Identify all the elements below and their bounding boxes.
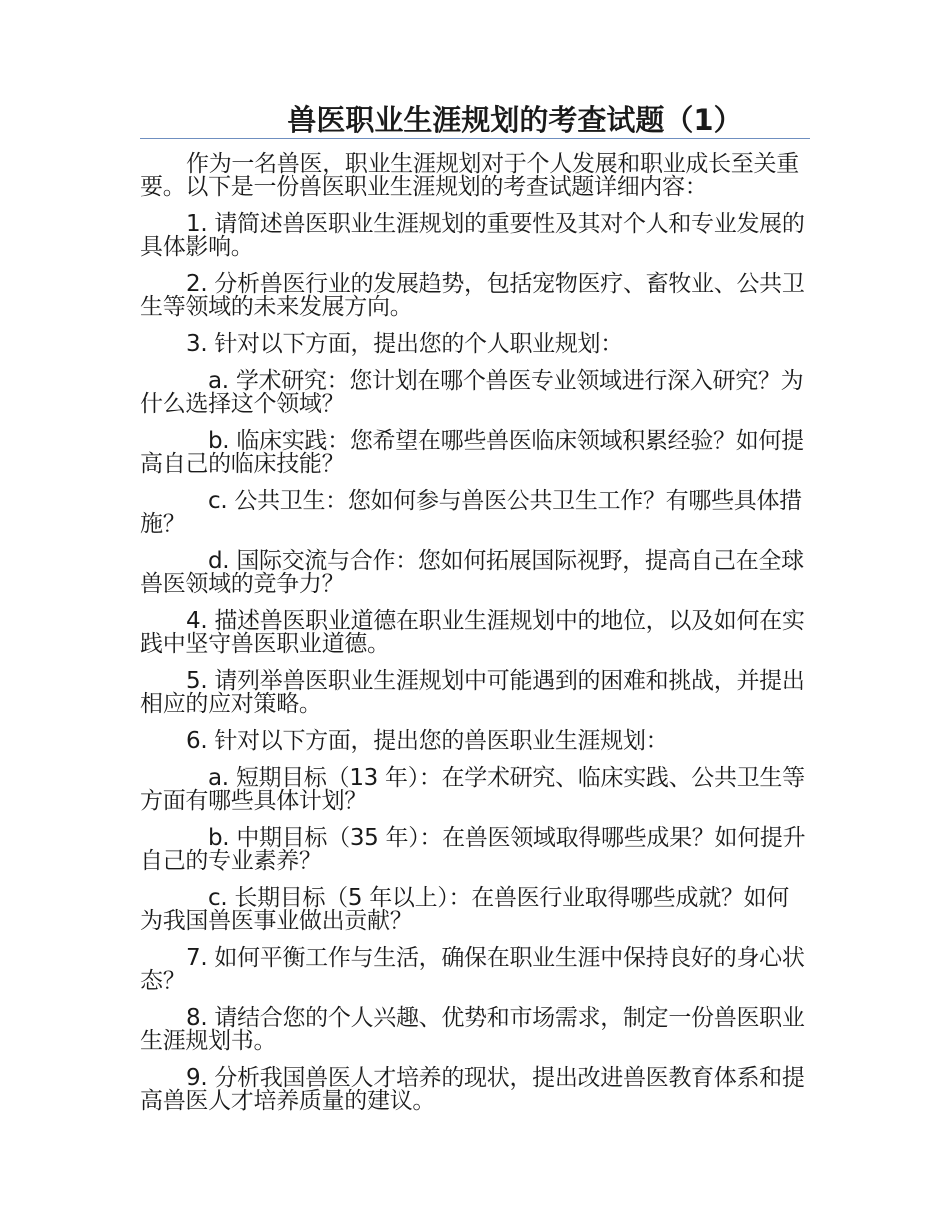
question-6a: a. 短期目标（13 年）：在学术研究、临床实践、公共卫生等方面有哪些具体计划？ — [140, 765, 805, 814]
question-7: 7. 如何平衡工作与生活，确保在职业生涯中保持良好的身心状态？ — [140, 945, 805, 994]
question-6: 6. 针对以下方面，提出您的兽医职业生涯规划： — [186, 728, 669, 754]
question-6b: b. 中期目标（35 年）：在兽医领域取得哪些成果？如何提升自己的专业素养？ — [140, 825, 806, 874]
question-3c: c. 公共卫生：您如何参与兽医公共卫生工作？有哪些具体措施？ — [140, 488, 802, 537]
document-page — [140, 100, 810, 1127]
question-9: 9. 分析我国兽医人才培养的现状，提出改进兽医教育体系和提高兽医人才培养质量的建议。 — [140, 1065, 805, 1114]
question-1: 1. 请简述兽医职业生涯规划的重要性及其对个人和专业发展的具体影响。 — [140, 211, 805, 260]
question-3b: b. 临床实践：您希望在哪些兽医临床领域积累经验？如何提高自己的临床技能？ — [140, 428, 804, 477]
question-5: 5. 请列举兽医职业生涯规划中可能遇到的困难和挑战，并提出相应的应对策略。 — [140, 668, 805, 717]
question-2: 2. 分析兽医行业的发展趋势，包括宠物医疗、畜牧业、公共卫生等领域的未来发展方向。 — [140, 271, 805, 320]
question-6c: c. 长期目标（5 年以上）：在兽医行业取得哪些成就？如何为我国兽医事业做出贡献？ — [140, 885, 790, 934]
document-title: 兽医职业生涯规划的考查试题（1） — [287, 103, 743, 137]
question-3d: d. 国际交流与合作：您如何拓展国际视野，提高自己在全球兽医领域的竞争力？ — [140, 548, 804, 597]
question-3: 3. 针对以下方面，提出您的个人职业规划： — [186, 331, 623, 357]
question-8: 8. 请结合您的个人兴趣、优势和市场需求，制定一份兽医职业生涯规划书。 — [140, 1005, 805, 1054]
question-3a: a. 学术研究：您计划在哪个兽医专业领域进行深入研究？为什么选择这个领域？ — [140, 368, 804, 417]
question-4: 4. 描述兽医职业道德在职业生涯规划中的地位，以及如何在实践中坚守兽医职业道德。 — [140, 608, 805, 657]
paragraph-intro: 作为一名兽医，职业生涯规划对于个人发展和职业成长至关重要。以下是一份兽医职业生涯规划的考查试题详细内容： — [140, 151, 799, 200]
